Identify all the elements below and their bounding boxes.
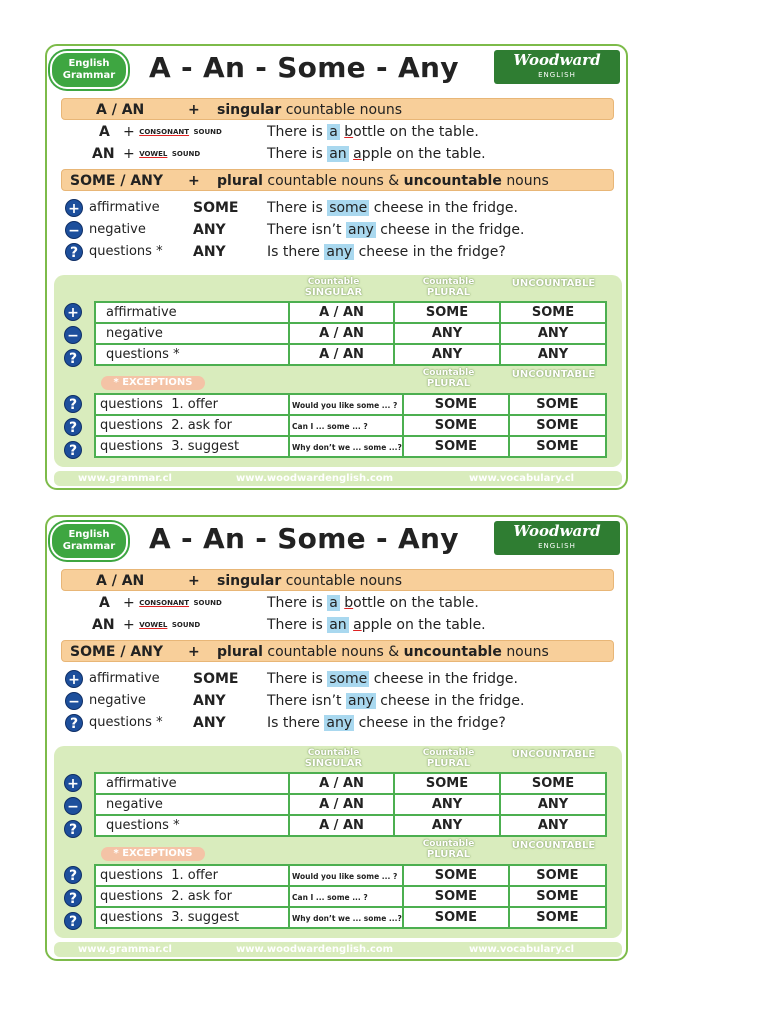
column-header-singular [286, 278, 381, 298]
column-header-bottom: PLURAL [426, 849, 471, 860]
cell-singular: A / AN [289, 794, 394, 815]
exception-example: Can I ... some ... ? [292, 422, 368, 431]
a-an-row [47, 122, 626, 142]
column-header-bottom: PLURAL [426, 758, 471, 769]
exception-example-cell [289, 865, 403, 886]
column-header-bottom: PLURAL [426, 378, 471, 389]
sound-label: SOUND [193, 599, 222, 607]
cell-plural: ANY [394, 344, 500, 365]
determiner: ANY [193, 222, 226, 238]
example-sentence [267, 242, 506, 262]
card-header [47, 517, 626, 565]
a-an-bar-plus: + [188, 573, 200, 589]
row-label: affirmative [95, 302, 289, 323]
example-post: cheese in the fridge. [373, 200, 518, 216]
bar-mid: countable nouns & [267, 644, 400, 660]
plus-sign [123, 122, 222, 142]
article: A [99, 124, 110, 140]
badge-line1: English [68, 58, 110, 69]
a-an-bar-bold: singular [217, 102, 282, 118]
bar-bold-uncountable: uncountable [403, 173, 502, 189]
plus-icon: + [64, 774, 82, 792]
a-an-bar-rest: countable nouns [285, 102, 403, 118]
row-label: affirmative [95, 773, 289, 794]
column-header-plural [397, 369, 500, 389]
row-label: negative [95, 794, 289, 815]
plus-icon: + [65, 199, 83, 217]
underlined-letter: a [353, 617, 362, 633]
cell-singular: A / AN [289, 344, 394, 365]
question-icon: ? [64, 395, 82, 413]
example-pre: There is [267, 617, 323, 633]
table-row [95, 394, 606, 415]
cell-uncountable: SOME [509, 415, 606, 436]
highlight-word: an [329, 617, 347, 633]
bar-rest: nouns [506, 173, 549, 189]
summary-panel [54, 275, 622, 467]
question-icon: ? [64, 912, 82, 930]
plus-text: + [123, 124, 135, 140]
example-post: pple on the table. [361, 146, 486, 162]
woodward-logo [494, 521, 620, 555]
cell-uncountable: SOME [509, 886, 606, 907]
sound-word: CONSONANT [139, 128, 190, 136]
exception-example: Why don’t we ... some ...? [292, 443, 402, 452]
row-label: negative [95, 323, 289, 344]
table-row [95, 865, 606, 886]
example-pre: There isn’t [267, 222, 342, 238]
row-label: questions * [95, 344, 289, 365]
exception-example-cell [289, 394, 403, 415]
plus-icon: + [65, 670, 83, 688]
cell-plural: ANY [394, 794, 500, 815]
table-row [95, 436, 606, 457]
table-row [95, 794, 606, 815]
table-row [95, 415, 606, 436]
minus-icon: − [65, 692, 83, 710]
cell-singular: A / AN [289, 815, 394, 836]
sound-label: SOUND [193, 128, 222, 136]
exception-example: Why don’t we ... some ...? [292, 914, 402, 923]
exception-kind: 3. suggest [171, 910, 240, 925]
minus-icon: − [64, 797, 82, 815]
minus-icon: − [65, 221, 83, 239]
woodward-logo [494, 50, 620, 84]
highlight-word: a [329, 595, 338, 611]
column-header-bottom: UNCOUNTABLE [511, 369, 596, 380]
sound-word: VOWEL [139, 150, 168, 158]
exception-label [95, 415, 289, 436]
some-any-bar-title: SOME / ANY [70, 173, 164, 189]
column-header-bottom: UNCOUNTABLE [511, 749, 596, 760]
some-any-bar-title: SOME / ANY [70, 644, 164, 660]
article: AN [92, 617, 115, 633]
grammar-card [45, 515, 628, 961]
example-post: pple on the table. [361, 617, 486, 633]
underlined-letter: b [344, 124, 354, 140]
some-any-row [47, 669, 626, 689]
determiner: ANY [193, 715, 226, 731]
summary-panel [54, 746, 622, 938]
exceptions-label: * EXCEPTIONS [101, 847, 205, 861]
table-row [95, 344, 606, 365]
highlight-word: some [329, 671, 368, 687]
sound-label: SOUND [171, 621, 201, 629]
highlight-word: any [326, 715, 353, 731]
bar-bold-uncountable: uncountable [403, 644, 502, 660]
exceptions-table [94, 393, 607, 458]
a-an-bar-text [217, 570, 402, 592]
example-sentence [267, 615, 486, 635]
page-title: A - An - Some - Any [149, 51, 459, 84]
highlight-word: an [329, 146, 347, 162]
exception-kind: 1. offer [171, 868, 218, 883]
cell-uncountable: ANY [500, 344, 606, 365]
row-label: questions [100, 889, 163, 904]
sound-word: CONSONANT [139, 599, 190, 607]
logo-name: Woodward [513, 51, 601, 69]
column-header-top: Countable [307, 277, 360, 287]
sentence-type: negative [89, 222, 146, 237]
column-header-uncountable [500, 840, 607, 851]
column-header-top: Countable [307, 748, 360, 758]
cell-plural: SOME [403, 907, 509, 928]
badge-line2: Grammar [62, 70, 116, 81]
a-an-row [47, 615, 626, 635]
highlight-word: any [326, 244, 353, 260]
a-an-bar-rest: countable nouns [285, 573, 403, 589]
sentence-type: affirmative [89, 200, 160, 215]
underlined-letter: b [344, 595, 354, 611]
exception-label [95, 394, 289, 415]
question-icon: ? [64, 866, 82, 884]
cell-plural: SOME [403, 865, 509, 886]
cell-uncountable: ANY [500, 794, 606, 815]
summary-table [94, 772, 607, 837]
a-an-bar [61, 569, 614, 591]
footer-links [54, 942, 622, 957]
question-icon: ? [65, 714, 83, 732]
example-sentence [267, 593, 479, 613]
some-any-bar-plus: + [188, 644, 200, 660]
column-header-uncountable [500, 278, 607, 289]
example-post: ottle on the table. [353, 595, 479, 611]
example-sentence [267, 122, 479, 142]
exception-example: Would you like some ... ? [292, 401, 398, 410]
column-header-uncountable [500, 369, 607, 380]
example-pre: There isn’t [267, 693, 342, 709]
exception-example-cell [289, 907, 403, 928]
plus-text: + [123, 146, 135, 162]
cell-plural: SOME [403, 436, 509, 457]
cell-uncountable: SOME [500, 302, 606, 323]
exception-kind: 3. suggest [171, 439, 240, 454]
footer-link-grammar[interactable]: www.grammar.cl [78, 473, 172, 484]
cell-plural: SOME [403, 394, 509, 415]
plus-sign [123, 593, 222, 613]
plus-icon: + [64, 303, 82, 321]
article: A [99, 595, 110, 611]
example-sentence [267, 198, 518, 218]
column-header-top: Countable [422, 368, 475, 378]
exception-label [95, 436, 289, 457]
column-header-top: Countable [422, 748, 475, 758]
bar-bold-plural: plural [217, 644, 263, 660]
cell-plural: SOME [403, 415, 509, 436]
logo-name: Woodward [513, 522, 601, 540]
question-icon: ? [65, 243, 83, 261]
badge-line2: Grammar [62, 541, 116, 552]
exception-kind: 2. ask for [171, 418, 233, 433]
logo-sub: ENGLISH [538, 542, 576, 550]
cell-uncountable: ANY [500, 323, 606, 344]
column-header-bottom: SINGULAR [304, 758, 363, 769]
column-header-uncountable [500, 749, 607, 760]
summary-table [94, 301, 607, 366]
row-label: questions [100, 868, 163, 883]
example-post: cheese in the fridge. [373, 671, 518, 687]
determiner: SOME [193, 200, 239, 216]
table-row [95, 302, 606, 323]
table-row [95, 907, 606, 928]
a-an-bar-plus: + [188, 102, 200, 118]
example-sentence [267, 669, 518, 689]
badge-line1: English [68, 529, 110, 540]
cell-uncountable: SOME [509, 907, 606, 928]
some-any-row [47, 691, 626, 711]
cell-plural: SOME [403, 886, 509, 907]
exceptions-table [94, 864, 607, 929]
some-any-bar [61, 169, 614, 191]
footer-link-woodward[interactable]: www.woodwardenglish.com [236, 944, 394, 955]
column-header-bottom: SINGULAR [304, 287, 363, 298]
a-an-bar-title: A / AN [96, 573, 145, 589]
cell-singular: A / AN [289, 323, 394, 344]
cell-uncountable: ANY [500, 815, 606, 836]
logo-sub: ENGLISH [538, 71, 576, 79]
example-sentence [267, 144, 486, 164]
sentence-type: questions * [89, 244, 163, 259]
some-any-bar [61, 640, 614, 662]
example-pre: Is there [267, 715, 320, 731]
highlight-word: any [348, 222, 374, 238]
footer-link-vocabulary[interactable]: www.vocabulary.cl [469, 473, 575, 484]
bar-mid: countable nouns & [267, 173, 400, 189]
sentence-type: negative [89, 693, 146, 708]
cell-singular: A / AN [289, 302, 394, 323]
underlined-letter: a [353, 146, 362, 162]
example-post: cheese in the fridge? [358, 715, 506, 731]
footer-link-woodward[interactable]: www.woodwardenglish.com [236, 473, 394, 484]
determiner: SOME [193, 671, 239, 687]
question-icon: ? [64, 441, 82, 459]
exception-kind: 2. ask for [171, 889, 233, 904]
a-an-bar-title: A / AN [96, 102, 145, 118]
some-any-row [47, 242, 626, 262]
row-label: questions [100, 910, 163, 925]
row-label: questions [100, 439, 163, 454]
footer-link-grammar[interactable]: www.grammar.cl [78, 944, 172, 955]
a-an-row [47, 144, 626, 164]
row-label: questions [100, 418, 163, 433]
some-any-bar-text [217, 170, 549, 192]
example-post: cheese in the fridge. [380, 693, 525, 709]
minus-icon: − [64, 326, 82, 344]
cell-uncountable: SOME [500, 773, 606, 794]
a-an-row [47, 593, 626, 613]
some-any-row [47, 713, 626, 733]
example-post: ottle on the table. [353, 124, 479, 140]
example-pre: There is [267, 124, 323, 140]
plus-sign [123, 144, 200, 164]
sentence-type: questions * [89, 715, 163, 730]
exception-label [95, 907, 289, 928]
question-icon: ? [64, 418, 82, 436]
footer-links [54, 471, 622, 486]
question-icon: ? [64, 349, 82, 367]
example-post: cheese in the fridge? [358, 244, 506, 260]
exception-label [95, 865, 289, 886]
table-row [95, 323, 606, 344]
column-header-plural [397, 278, 500, 298]
highlight-word: some [329, 200, 368, 216]
example-pre: There is [267, 671, 323, 687]
exception-example: Can I ... some ... ? [292, 893, 368, 902]
table-row [95, 886, 606, 907]
cell-uncountable: SOME [509, 394, 606, 415]
column-header-plural [397, 749, 500, 769]
plus-sign [123, 615, 200, 635]
grammar-card [45, 44, 628, 490]
table-row [95, 773, 606, 794]
cell-singular: A / AN [289, 773, 394, 794]
cell-plural: ANY [394, 815, 500, 836]
column-header-bottom: UNCOUNTABLE [511, 278, 596, 289]
some-any-row [47, 220, 626, 240]
exception-example-cell [289, 886, 403, 907]
exception-example: Would you like some ... ? [292, 872, 398, 881]
sound-word: VOWEL [139, 621, 168, 629]
example-post: cheese in the fridge. [380, 222, 525, 238]
cell-uncountable: SOME [509, 436, 606, 457]
row-label: questions * [95, 815, 289, 836]
example-sentence [267, 713, 506, 733]
exception-example-cell [289, 436, 403, 457]
example-sentence [267, 691, 524, 711]
column-header-top: Countable [422, 839, 475, 849]
some-any-bar-text [217, 641, 549, 663]
a-an-bar [61, 98, 614, 120]
question-icon: ? [64, 820, 82, 838]
highlight-word: any [348, 693, 374, 709]
english-grammar-badge [50, 522, 128, 560]
page-title: A - An - Some - Any [149, 522, 459, 555]
plus-text: + [123, 617, 135, 633]
some-any-bar-plus: + [188, 173, 200, 189]
cell-plural: SOME [394, 302, 500, 323]
english-grammar-badge [50, 51, 128, 89]
a-an-bar-text [217, 99, 402, 121]
a-an-bar-bold: singular [217, 573, 282, 589]
determiner: ANY [193, 693, 226, 709]
column-header-top: Countable [422, 277, 475, 287]
cell-plural: ANY [394, 323, 500, 344]
highlight-word: a [329, 124, 338, 140]
table-row [95, 815, 606, 836]
exceptions-label: * EXCEPTIONS [101, 376, 205, 390]
some-any-row [47, 198, 626, 218]
example-sentence [267, 220, 524, 240]
question-icon: ? [64, 889, 82, 907]
column-header-plural [397, 840, 500, 860]
exception-kind: 1. offer [171, 397, 218, 412]
bar-bold-plural: plural [217, 173, 263, 189]
column-header-singular [286, 749, 381, 769]
column-header-bottom: PLURAL [426, 287, 471, 298]
example-pre: Is there [267, 244, 320, 260]
card-header [47, 46, 626, 94]
sentence-type: affirmative [89, 671, 160, 686]
sound-label: SOUND [171, 150, 201, 158]
example-pre: There is [267, 200, 323, 216]
footer-link-vocabulary[interactable]: www.vocabulary.cl [469, 944, 575, 955]
example-pre: There is [267, 595, 323, 611]
column-header-bottom: UNCOUNTABLE [511, 840, 596, 851]
exception-example-cell [289, 415, 403, 436]
article: AN [92, 146, 115, 162]
cell-plural: SOME [394, 773, 500, 794]
example-pre: There is [267, 146, 323, 162]
plus-text: + [123, 595, 135, 611]
exception-label [95, 886, 289, 907]
row-label: questions [100, 397, 163, 412]
cell-uncountable: SOME [509, 865, 606, 886]
determiner: ANY [193, 244, 226, 260]
bar-rest: nouns [506, 644, 549, 660]
